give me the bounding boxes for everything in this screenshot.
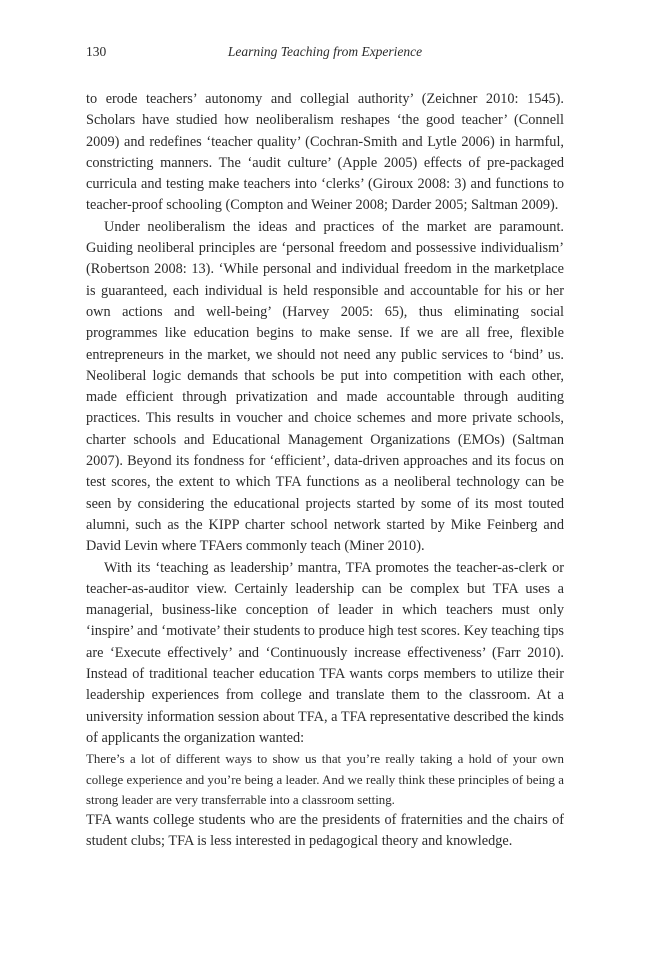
block-quote: There’s a lot of different ways to show us that you’re really taking a hold of your own college experience and you’re being a leader. And we really think these principles of being a strong leader are very transferrable into a classroom setting.: [86, 752, 564, 807]
running-title: Learning Teaching from Experience: [227, 44, 423, 59]
page-number: 130: [86, 44, 107, 59]
running-head: [86, 44, 564, 66]
paragraph-neoliberalism: Under neoliberalism the ideas and practices of the market are paramount. Guiding neoliberal principles are ‘personal freedom and possessive individualism’ (Robertson 2008: 13). ‘While personal and individual freedom in the marketplace is guaranteed, each individual is held responsible and accountable for his or her own actions and well-being’ (Harvey 2005: 65), thus eliminating social programmes like education begins to make sense. If we are all free, flexible entrepreneurs in the market, we should not need any public services to ‘bind’ us. Neoliberal logic demands that schools be put into competition with each other, made efficient through privatization and made accountable through auditing practices. This results in voucher and choice schemes and more private schools, charter schools and Educational Management Organizations (EMOs) (Saltman 2007). Beyond its fondness for ‘efficient’, data-driven approaches and its focus on test scores, the extent to which TFA functions as a neoliberal technology can be seen by considering the educational projects started by some of its most touted alumni, such as the KIPP charter school network started by Mike Feinberg and David Levin where TFAers commonly teach (Miner 2010).: [86, 218, 564, 555]
book-page: [86, 44, 564, 853]
paragraph-continued: to erode teachers’ autonomy and collegial authority’ (Zeichner 2010: 1545). Scholars have studied how neoliberalism reshapes ‘the good teacher’ (Connell 2009) and redefines ‘teacher quality’ (Cochran-Smith and Lytle 2006) in harmful, constricting manners. The ‘audit culture’ (Apple 2005) effects of pre-packaged curricula and testing make teachers into ‘clerks’ (Giroux 2008: 3) and functions to teacher-proof schooling (Compton and Weiner 2008; Darder 2005; Saltman 2009).: [86, 91, 564, 214]
body-text: [86, 89, 564, 853]
paragraph-teaching-as-leadership: With its ‘teaching as leadership’ mantra, TFA promotes the teacher-as-clerk or teacher-as-auditor view. Certainly leadership can be complex but TFA uses a managerial, business-like conception of leader in which teachers must only ‘inspire’ and ‘motivate’ their students to produce high test scores. Key teaching tips are ‘Execute effectively’ and ‘Continuously increase effectiveness’ (Farr 2010). Instead of traditional teacher education TFA wants corps members to utilize their leadership experiences from college and translate them to the classroom. At a university information session about TFA, a TFA representative described the kinds of applicants the organization wanted:: [86, 559, 564, 746]
paragraph-closing: TFA wants college students who are the presidents of fraternities and the chairs of student clubs; TFA is less interested in pedagogical theory and knowledge.: [86, 812, 564, 850]
